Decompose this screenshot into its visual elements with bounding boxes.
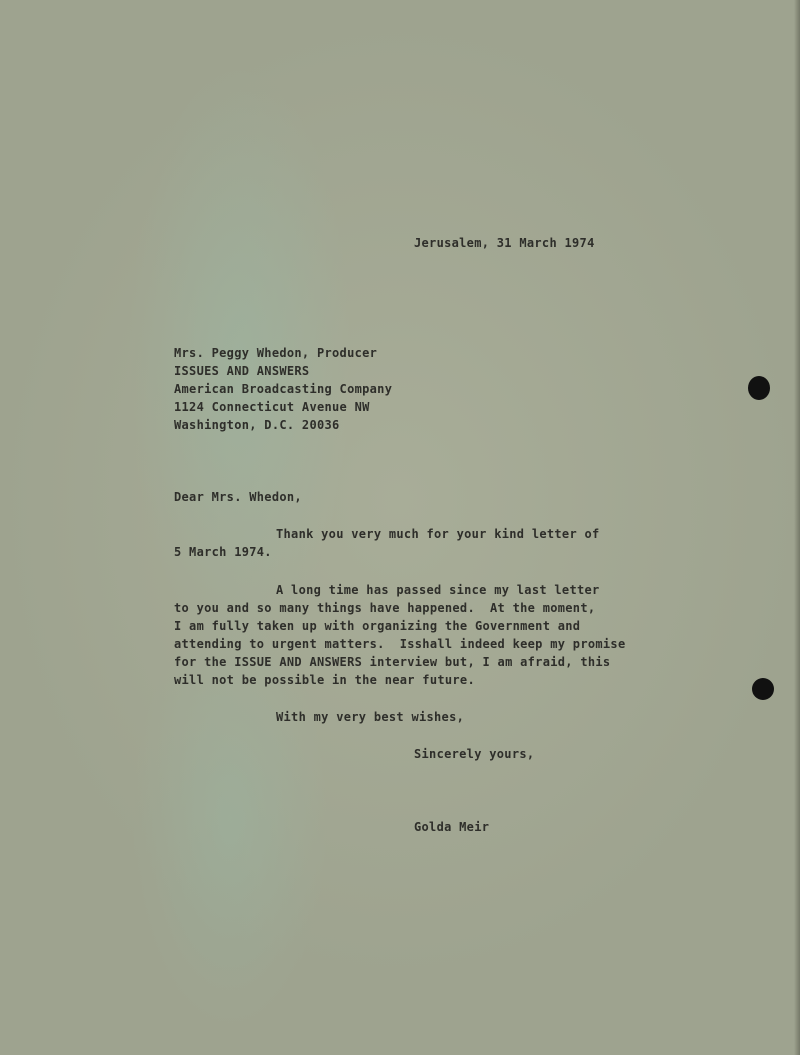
complimentary-close: Sincerely yours, [414,747,535,761]
paragraph-line: A long time has passed since my last letter [276,583,600,597]
dateline: Jerusalem, 31 March 1974 [414,236,595,250]
signature-name: Golda Meir [414,820,490,834]
salutation: Dear Mrs. Whedon, [174,490,302,504]
page-edge-shadow [794,0,800,1055]
recipient-line: American Broadcasting Company [174,382,393,396]
paragraph-line: I am fully taken up with organizing the Government and [174,619,581,633]
paragraph-line: Thank you very much for your kind letter of [276,527,600,541]
paragraph-line: attending to urgent matters. Isshall indeed keep my promise [174,637,626,651]
paragraph-line: 5 March 1974. [174,545,272,559]
recipient-line: Washington, D.C. 20036 [174,418,340,432]
recipient-line: ISSUES AND ANSWERS [174,364,310,378]
paragraph-line: will not be possible in the near future. [174,673,475,687]
paragraph-line: to you and so many things have happened. At the moment, [174,601,596,615]
recipient-line: 1124 Connecticut Avenue NW [174,400,370,414]
recipient-line: Mrs. Peggy Whedon, Producer [174,346,378,360]
punch-hole [748,376,770,400]
paragraph-line: for the ISSUE AND ANSWERS interview but, I am afraid, this [174,655,611,669]
punch-hole [752,678,774,700]
closing-wishes: With my very best wishes, [276,710,465,724]
